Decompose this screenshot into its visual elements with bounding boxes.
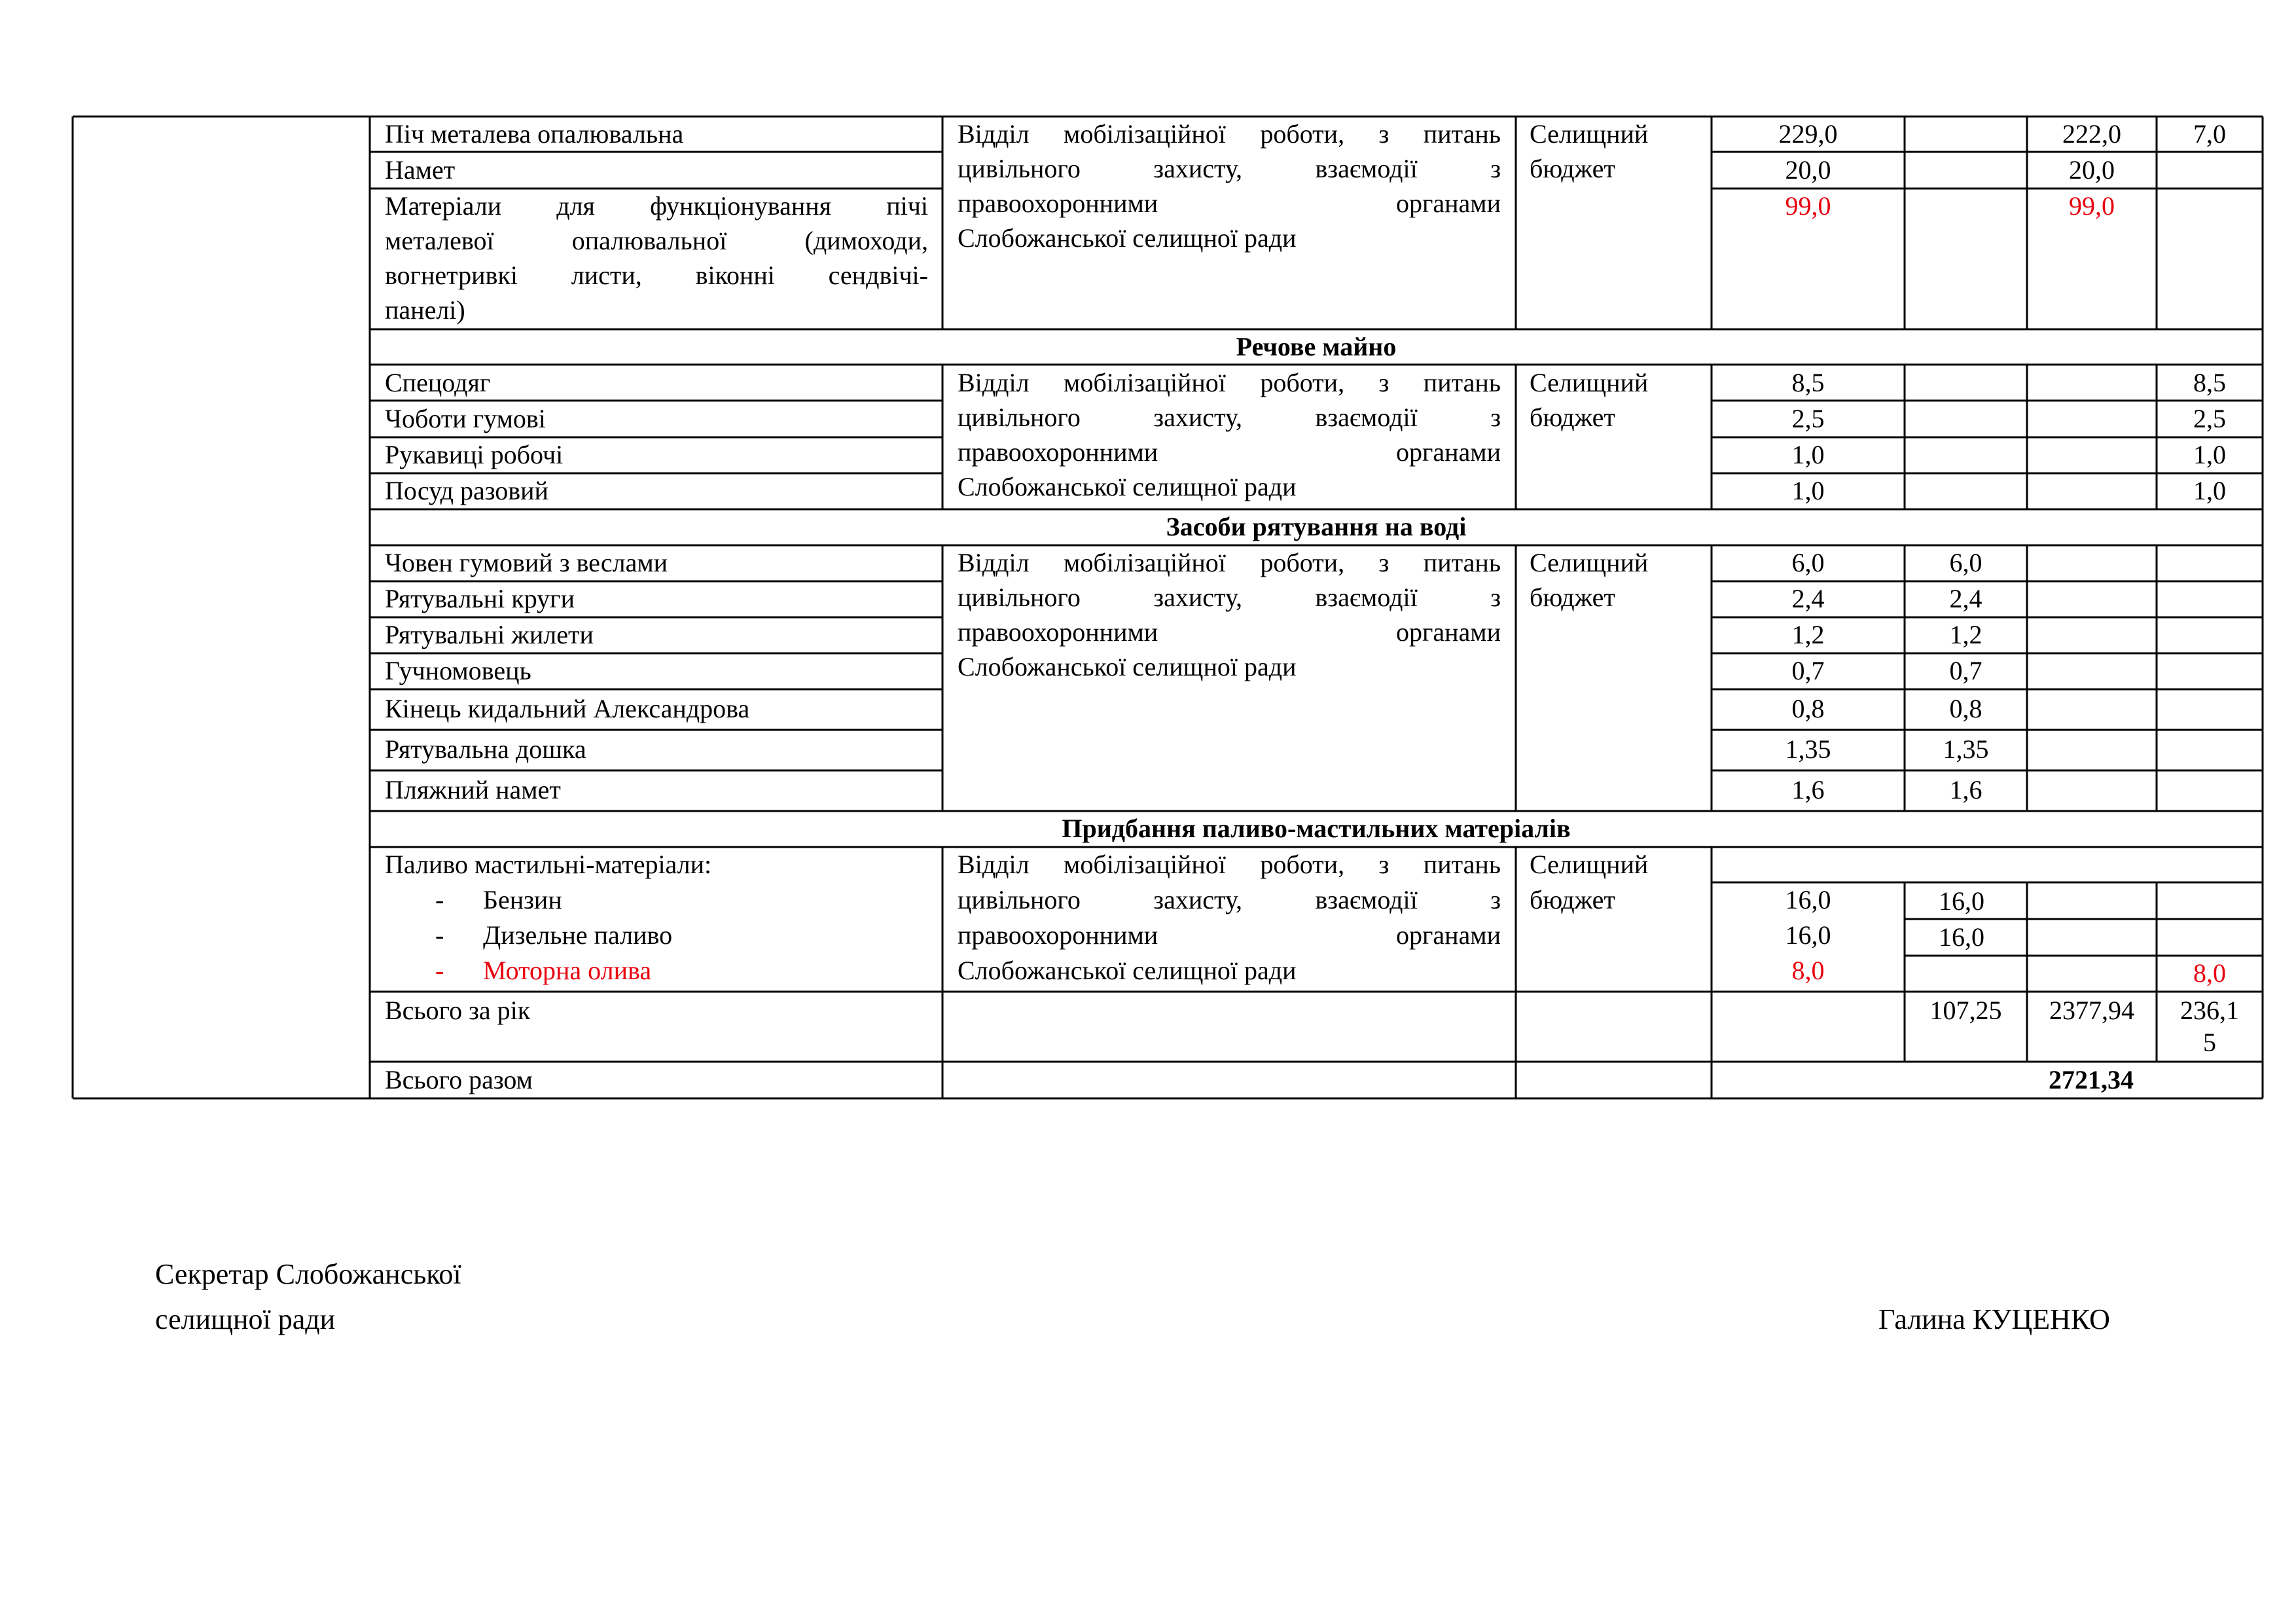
col1-value: 0,8 — [1949, 694, 1982, 723]
item-name: панелі) — [385, 295, 465, 325]
responsible-dept: цивільного захисту, взаємодії з — [958, 403, 1501, 432]
col1-value: 1,35 — [1943, 734, 1989, 764]
total-value: 0,7 — [1791, 656, 1825, 685]
item-name: Кінець кидальний Александрова — [385, 694, 750, 723]
section-title: Засоби рятування на воді — [1166, 512, 1467, 541]
year-total-col2: 2377,94 — [2049, 996, 2134, 1025]
list-dash: - — [435, 885, 444, 914]
responsible-dept: правоохоронними органами — [958, 920, 1501, 950]
responsible-dept: Відділ мобілізаційної роботи, з питань — [958, 368, 1501, 397]
year-total-col1: 107,25 — [1929, 996, 2002, 1025]
section-title: Придбання паливо-мастильних матеріалів — [1062, 814, 1571, 843]
col3-value: 1,0 — [2193, 476, 2226, 505]
responsible-dept: Відділ мобілізаційної роботи, з питань — [958, 548, 1501, 577]
responsible-dept: правоохоронними органами — [958, 437, 1501, 467]
total-value: 16,0 — [1785, 885, 1831, 914]
item-name: металевої опалювальної (димоходи, — [385, 226, 928, 255]
col3-value: 8,5 — [2193, 368, 2226, 397]
funding-source: Селищний — [1530, 548, 1649, 577]
col2-value: 222,0 — [2062, 119, 2121, 149]
item-name: вогнетривкі листи, віконні сендвічі- — [385, 261, 928, 290]
responsible-dept: правоохоронними органами — [958, 617, 1501, 647]
col1-value: 6,0 — [1949, 548, 1982, 577]
col1-value: 16,0 — [1939, 886, 1984, 916]
year-total-col3: 236,1 — [2180, 996, 2239, 1025]
responsible-dept: Відділ мобілізаційної роботи, з питань — [958, 119, 1501, 149]
item-name: Бензин — [483, 885, 562, 914]
item-name: Човен гумовий з веслами — [385, 548, 668, 577]
grand-total-value: 2721,34 — [2049, 1065, 2134, 1094]
funding-source: бюджет — [1530, 885, 1615, 914]
responsible-dept: Слобожанської селищної ради — [958, 956, 1297, 985]
total-value: 2,5 — [1791, 404, 1825, 433]
total-value: 1,2 — [1791, 620, 1825, 649]
year-total-label: Всього за рік — [385, 996, 531, 1025]
item-name: Пляжний намет — [385, 775, 561, 804]
total-value: 20,0 — [1785, 155, 1831, 185]
item-name: Спецодяг — [385, 368, 491, 397]
item-name: Моторна олива — [483, 956, 652, 985]
signature-name: Галина КУЦЕНКО — [1878, 1303, 2110, 1335]
responsible-dept: цивільного захисту, взаємодії з — [958, 885, 1501, 914]
col1-value: 1,6 — [1949, 775, 1982, 804]
item-name: Піч металева опалювальна — [385, 119, 684, 149]
item-name: Паливо мастильні-матеріали: — [385, 850, 712, 879]
total-value: 99,0 — [1785, 191, 1831, 221]
total-value: 1,6 — [1791, 775, 1825, 804]
col1-value: 0,7 — [1949, 656, 1982, 685]
funding-source: бюджет — [1530, 583, 1615, 612]
col1-value: 1,2 — [1949, 620, 1982, 649]
responsible-dept: цивільного захисту, взаємодії з — [958, 583, 1501, 612]
total-value: 6,0 — [1791, 548, 1825, 577]
item-name: Рукавиці робочі — [385, 440, 564, 469]
col1-value: 16,0 — [1939, 922, 1984, 952]
total-value: 1,0 — [1791, 440, 1825, 469]
signature-title: Секретар Слобожанської — [155, 1258, 461, 1290]
item-name: Посуд разовий — [385, 476, 548, 505]
responsible-dept: Слобожанської селищної ради — [958, 223, 1297, 253]
total-value: 0,8 — [1791, 694, 1825, 723]
total-value: 1,0 — [1791, 476, 1825, 505]
responsible-dept: правоохоронними органами — [958, 189, 1501, 218]
item-name: Рятувальні жилети — [385, 620, 594, 649]
col3-value: 2,5 — [2193, 404, 2226, 433]
responsible-dept: Відділ мобілізаційної роботи, з питань — [958, 850, 1501, 879]
signature-title: селищної ради — [155, 1303, 336, 1335]
responsible-dept: цивільного захисту, взаємодії з — [958, 154, 1501, 183]
funding-source: Селищний — [1530, 368, 1649, 397]
funding-source: бюджет — [1530, 154, 1615, 183]
col3-value: 1,0 — [2193, 440, 2226, 469]
item-name: Чоботи гумові — [385, 404, 546, 433]
item-name: Рятувальні круги — [385, 584, 575, 613]
year-total-col3: 5 — [2203, 1028, 2216, 1057]
total-value: 1,35 — [1785, 734, 1831, 764]
funding-source: Селищний — [1530, 850, 1649, 879]
funding-source: бюджет — [1530, 403, 1615, 432]
item-name: Рятувальна дошка — [385, 734, 586, 764]
funding-source: Селищний — [1530, 119, 1649, 149]
col3-value: 8,0 — [2193, 958, 2226, 988]
col2-value: 20,0 — [2069, 155, 2115, 185]
total-value: 8,0 — [1791, 956, 1825, 985]
item-name: Намет — [385, 155, 456, 185]
col1-value: 2,4 — [1949, 584, 1982, 613]
total-value: 2,4 — [1791, 584, 1825, 613]
col2-value: 99,0 — [2069, 191, 2115, 221]
item-name: Дизельне паливо — [483, 920, 673, 950]
section-title: Речове майно — [1236, 332, 1397, 361]
responsible-dept: Слобожанської селищної ради — [958, 472, 1297, 501]
col3-value: 7,0 — [2193, 119, 2226, 149]
total-value: 16,0 — [1785, 920, 1831, 950]
grand-total-label: Всього разом — [385, 1065, 533, 1094]
item-name: Гучномовець — [385, 656, 531, 685]
total-value: 8,5 — [1791, 368, 1825, 397]
item-name: Матеріали для функціонування пічі — [385, 191, 928, 221]
list-dash: - — [435, 956, 444, 985]
responsible-dept: Слобожанської селищної ради — [958, 652, 1297, 681]
list-dash: - — [435, 920, 444, 950]
total-value: 229,0 — [1778, 119, 1838, 149]
